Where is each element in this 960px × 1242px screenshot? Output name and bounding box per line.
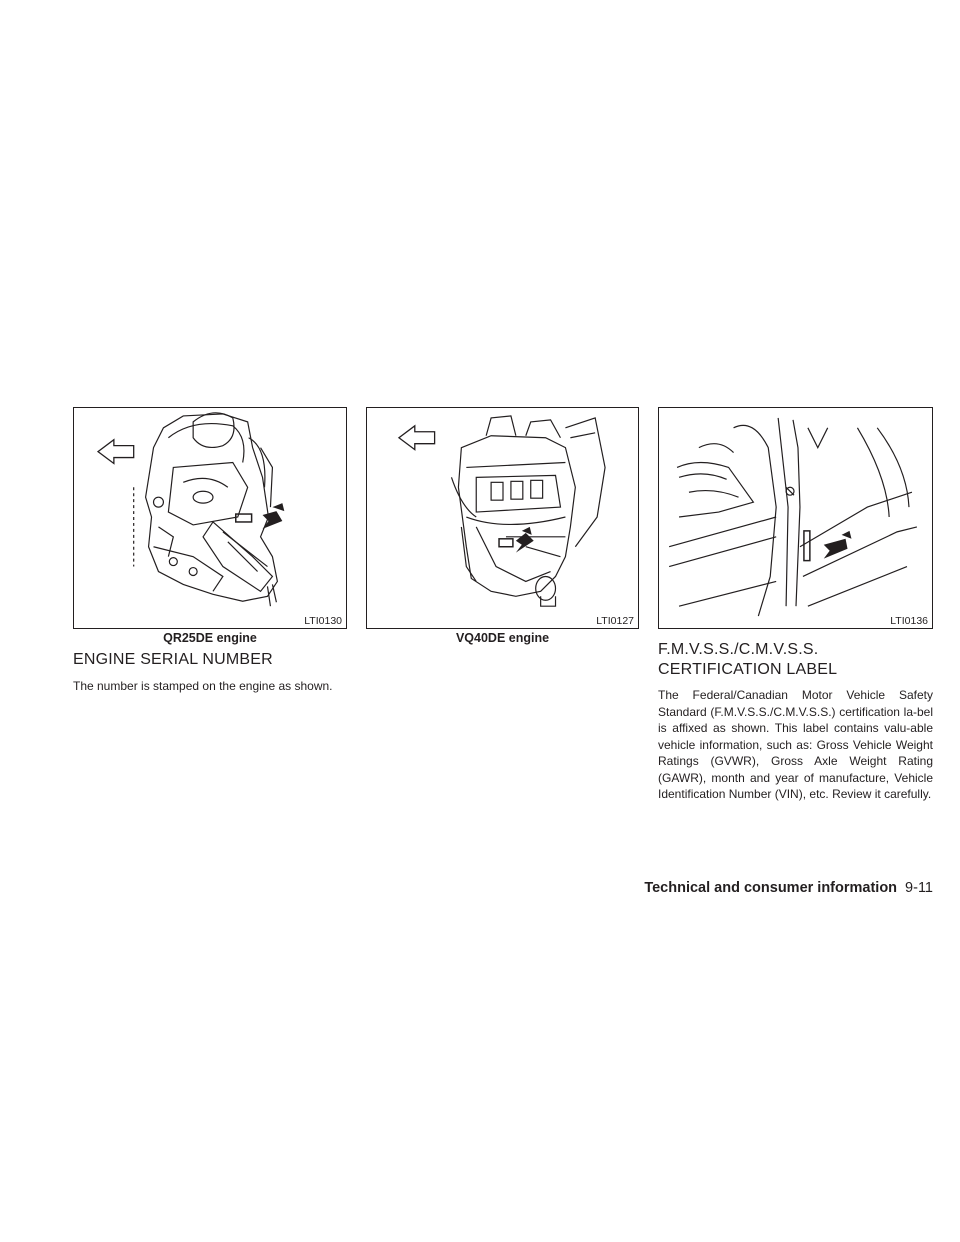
cert-label-heading-line2: CERTIFICATION LABEL [658,661,838,678]
figure-code: LTI0136 [890,615,928,627]
figure-code: LTI0127 [596,615,634,627]
figure-code: LTI0130 [304,615,342,627]
footer-page-number: 9-11 [905,880,933,896]
page-footer [644,880,933,896]
pointer-arrow-icon [263,511,283,529]
engine-serial-body: The number is stamped on the engine as shown. [73,679,333,693]
direction-arrow-icon [399,426,435,450]
figure-certification-label [658,407,933,629]
figure-caption-qr25de: QR25DE engine [163,631,257,645]
cert-label-heading-line1: F.M.V.S.S./C.M.V.S.S. [658,641,819,658]
vq40de-engine-illustration [367,408,638,628]
figure-caption-vq40de: VQ40DE engine [455,631,550,645]
figure-vq40de-engine [366,407,639,629]
footer-section-title: Technical and consumer information [644,880,898,896]
pointer-arrow-icon [824,539,848,559]
engine-serial-heading: ENGINE SERIAL NUMBER [73,651,273,668]
cert-label-heading [658,640,837,680]
cert-label-body: The Federal/Canadian Motor Vehicle Safety Standard (F.M.V.S.S./C.M.V.S.S.) certification la-bel is affixed as shown. This label contains valu-able vehicle information, such as: Gross Vehicle Weight Ratings (GVWR), Gross Axle Weight Rating (GAWR), month and year of manufacture, Vehicle Identification Number (VIN), etc. Review it carefully. [658,688,933,801]
pointer-arrow-icon [516,533,534,553]
direction-arrow-icon [98,440,134,464]
door-pillar-illustration [659,408,932,628]
qr25de-engine-illustration [74,408,346,628]
figure-qr25de-engine [73,407,347,629]
